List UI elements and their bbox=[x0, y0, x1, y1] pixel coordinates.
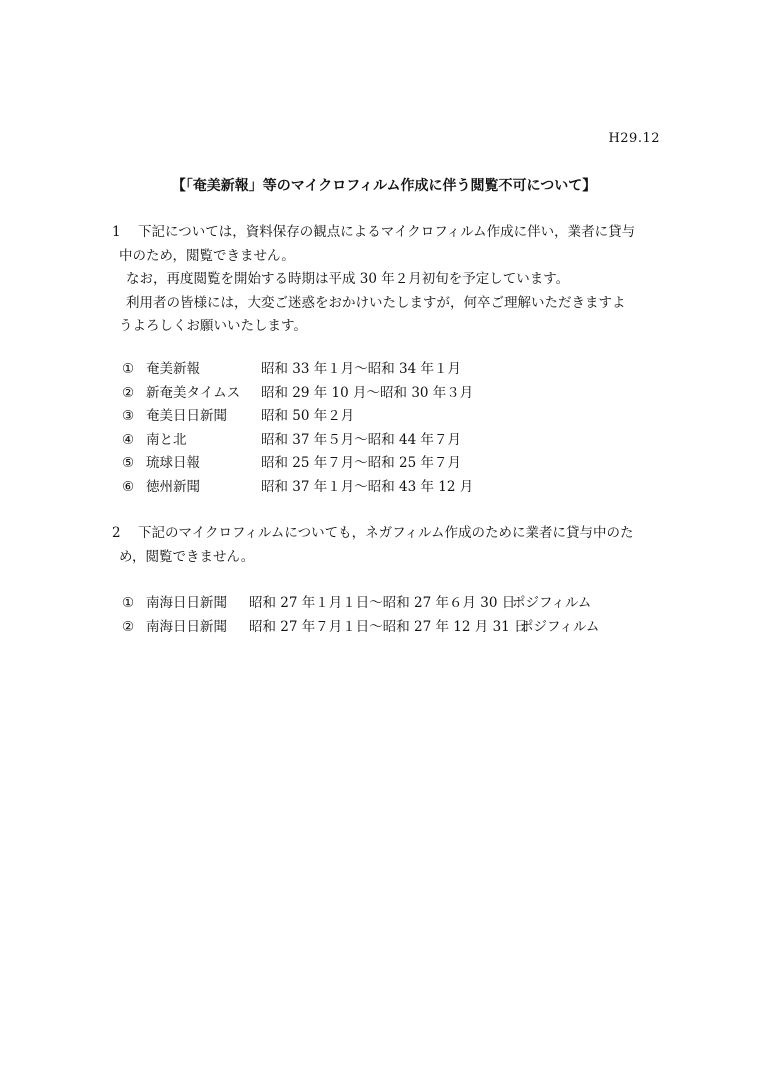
document-title: 【「奄美新報」等のマイクロフィルム作成に伴う閲覧不可について】 bbox=[171, 178, 597, 194]
section-2-paragraph bbox=[112, 522, 660, 569]
section-1-list bbox=[122, 358, 473, 499]
section-2-number: 2 bbox=[112, 525, 121, 541]
section-1-line-4: 利用者の皆様には，大変ご迷惑をおかけいたしますが，何卒ご理解いただきますよ bbox=[126, 294, 626, 311]
list-item: ① 奄美新報 昭和 33 年１月～昭和 34 年１月 bbox=[122, 361, 462, 377]
section-1-line-2: 中のため，閲覧できません。 bbox=[119, 247, 295, 264]
section-1-line-1: 1 下記については，資料保存の観点によるマイクロフィルム作成に伴い，業者に貸与 bbox=[112, 221, 660, 245]
section-2-line-2: め，閲覧できません。 bbox=[119, 548, 255, 565]
list-item: ② 南海日日新聞 昭和 27 年７月１日～昭和 27 年 12 月 31 日ポジフィルム bbox=[122, 618, 600, 635]
section-1-line-3: なお，再度閲覧を開始する時期は平成 30 年２月初旬を予定しています。 bbox=[126, 271, 570, 287]
list-item: ⑥ 徳州新聞 昭和 37 年１月～昭和 43 年 12 月 bbox=[122, 478, 474, 495]
list-item: ⑤ 琉球日報 昭和 25 年７月～昭和 25 年７月 bbox=[122, 455, 462, 471]
list-item: ① 南海日日新聞 昭和 27 年１月１日～昭和 27 年６月 30 日ポジフィルム bbox=[122, 595, 592, 611]
list-item: ③ 奄美日日新聞 昭和 50 年２月 bbox=[122, 408, 355, 424]
section-1-number: 1 bbox=[112, 224, 121, 240]
document-date: H29.12 bbox=[608, 131, 660, 146]
list-item: ② 新奄美タイムス 昭和 29 年 10 月～昭和 30 年３月 bbox=[122, 384, 474, 401]
section-1-line-5: うよろしくお願いいたします。 bbox=[119, 318, 307, 334]
section-2-list bbox=[122, 592, 599, 639]
section-2-line-1: 2 下記のマイクロフィルムについても，ネガフィルム作成のために業者に貸与中のた bbox=[112, 522, 660, 546]
list-item: ④ 南と北 昭和 37 年５月～昭和 44 年７月 bbox=[122, 431, 462, 448]
section-1-paragraph bbox=[112, 221, 660, 339]
